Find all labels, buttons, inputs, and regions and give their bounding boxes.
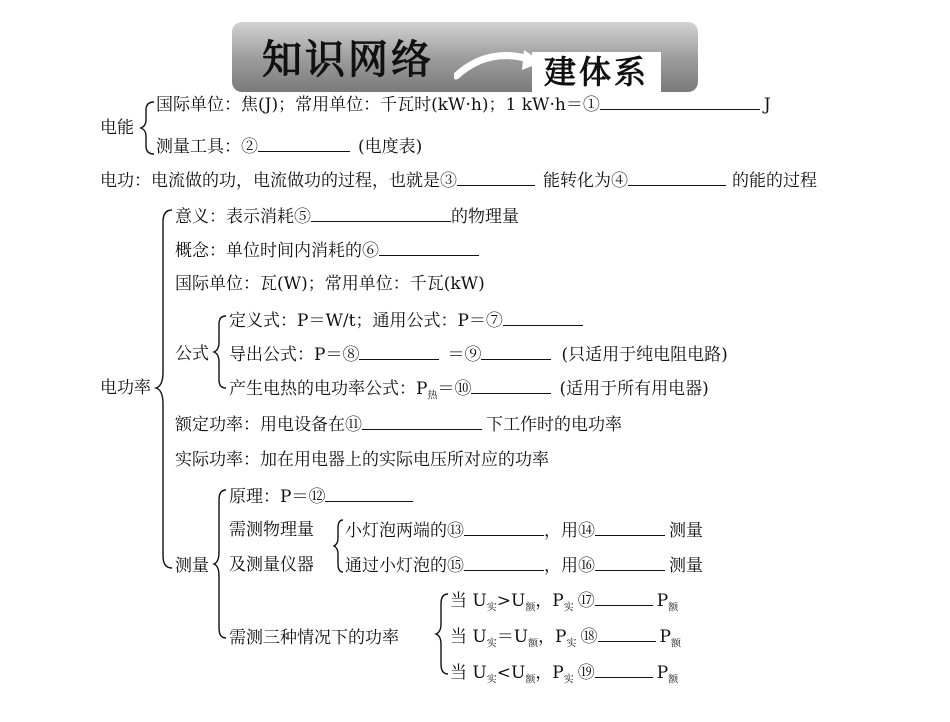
case-17-sub-e2: 额 [668,602,679,614]
daochu-line [229,343,728,365]
case-17-dang: 当 U [450,591,487,611]
blank-3 [457,169,535,186]
dingyi-line [229,309,583,331]
case-19-sub-shi2: 实 [563,674,574,686]
sanzhong-line: 需测三种情况下的功率 [229,628,399,648]
case-18-num: ⑱ [580,627,598,647]
chansheng-line [229,377,709,402]
eding-line [175,413,622,435]
daochu-text-b: ＝⑨ [447,345,482,365]
case-18-p: ，P [538,627,567,647]
case-17-end: P [656,591,669,611]
dianeng-celiang-line [156,135,422,157]
case-18-sub-e2: 额 [670,638,681,650]
row15-text-c: 测量 [669,556,703,576]
eding-text-a: 额定功率：用电设备在⑪ [175,415,362,435]
gainian-line [175,239,479,261]
dianeng-unit: J [763,95,771,115]
daochu-text-a: 导出公式：P＝⑧ [229,345,360,365]
node-gongshi: 公式 [175,344,209,364]
case-19-line [450,661,679,686]
blank-16 [595,554,665,571]
node-dianeng: 电能 [100,118,134,138]
case-18-line [450,625,681,650]
blank-11 [362,413,482,430]
blank-10 [471,377,551,394]
case-17-p: ，P [535,591,564,611]
chansheng-sub: 热 [427,390,438,402]
case-19-end: P [656,663,669,683]
yiyi-text-a: 意义：表示消耗⑤ [175,207,311,227]
row15-text-b: ，用⑯ [544,556,595,576]
case-18-sub-shi: 实 [486,638,497,650]
diangong-text-a: 电功：电流做的功，电流做功的过程，也就是③ [100,171,457,191]
diangong-text-b: 能转化为④ [543,171,628,191]
xuce-2: 及测量仪器 [229,555,314,575]
case-18-dang: 当 U [450,627,487,647]
blank-8 [359,343,439,360]
case-18-op: ＝U [496,627,529,647]
eding-text-b: 下工作时的电功率 [486,415,622,435]
yuanli-line [229,485,413,507]
blank-2 [258,135,350,152]
case-19-sub-shi: 实 [486,674,497,686]
chansheng-text-c: (适用于所有用电器) [559,379,709,399]
blank-13 [464,519,544,536]
blank-15 [464,554,544,571]
yuanli-text: 原理：P＝⑫ [229,487,326,507]
row15-text-a: 通过小灯泡的⑮ [345,556,464,576]
blank-19 [595,661,653,678]
blank-14 [595,519,665,536]
case-18-sub-shi2: 实 [566,638,577,650]
row13-line [345,519,703,541]
dianeng-celiang-text: 测量工具：② [156,137,258,157]
yiyi-line [175,205,519,227]
chansheng-text-b: ＝⑩ [437,379,472,399]
banner-title-right: 建体系 [532,52,661,92]
case-17-num: ⑰ [577,591,595,611]
gainian-text: 概念：单位时间内消耗的⑥ [175,241,379,261]
daochu-text-c: (只适用于纯电阻电路) [561,345,728,365]
dianeng-guoji-line [156,93,771,115]
case-17-sub-shi: 实 [486,602,497,614]
blank-18 [598,625,656,642]
xuce-1: 需测物理量 [229,520,314,540]
row13-text-b: ，用⑭ [544,521,595,541]
dianeng-guoji-text: 国际单位：焦(J)；常用单位：千瓦时(kW·h)；1 kW·h＝① [156,95,600,115]
case-17-sub-shi2: 实 [563,602,574,614]
case-19-sub-e2: 额 [668,674,679,686]
shiji-line: 实际功率：加在用电器上的实际电压所对应的功率 [175,450,549,470]
section-banner [232,22,698,92]
dianeng-celiang-note: (电度表) [358,137,423,157]
node-dgl: 电功率 [100,378,151,398]
case-18-end: P [659,627,671,647]
dingyi-text: 定义式：P＝W/t；通用公式：P＝⑦ [229,311,503,331]
row15-line [345,554,703,576]
case-17-op: >U [496,591,526,611]
blank-9 [481,343,551,360]
case-18-sub-e: 额 [528,638,539,650]
blank-5 [311,205,451,222]
case-19-num: ⑲ [577,663,595,683]
blank-6 [379,239,479,256]
banner-title-left: 知识网络 [262,36,434,83]
diangong-line [100,169,817,191]
case-19-dang: 当 U [450,663,487,683]
case-17-line [450,589,679,614]
case-17-sub-e: 额 [525,602,536,614]
blank-12 [325,485,413,502]
yiyi-text-b: 的物理量 [451,207,519,227]
blank-4 [628,169,726,186]
diangong-text-c: 的能的过程 [732,171,817,191]
case-19-p: ，P [535,663,564,683]
guojidanwei-line: 国际单位：瓦(W)；常用单位：千瓦(kW) [175,274,485,294]
case-19-op: <U [496,663,526,683]
blank-1 [600,93,760,110]
chansheng-text-a: 产生电热的电功率公式：P [229,379,428,399]
row13-text-a: 小灯泡两端的⑬ [345,521,464,541]
blank-17 [595,589,653,606]
node-celiang: 测量 [175,556,209,576]
case-19-sub-e: 额 [525,674,536,686]
row13-text-c: 测量 [669,521,703,541]
swoosh-arrow-icon [454,42,544,82]
blank-7 [503,309,583,326]
